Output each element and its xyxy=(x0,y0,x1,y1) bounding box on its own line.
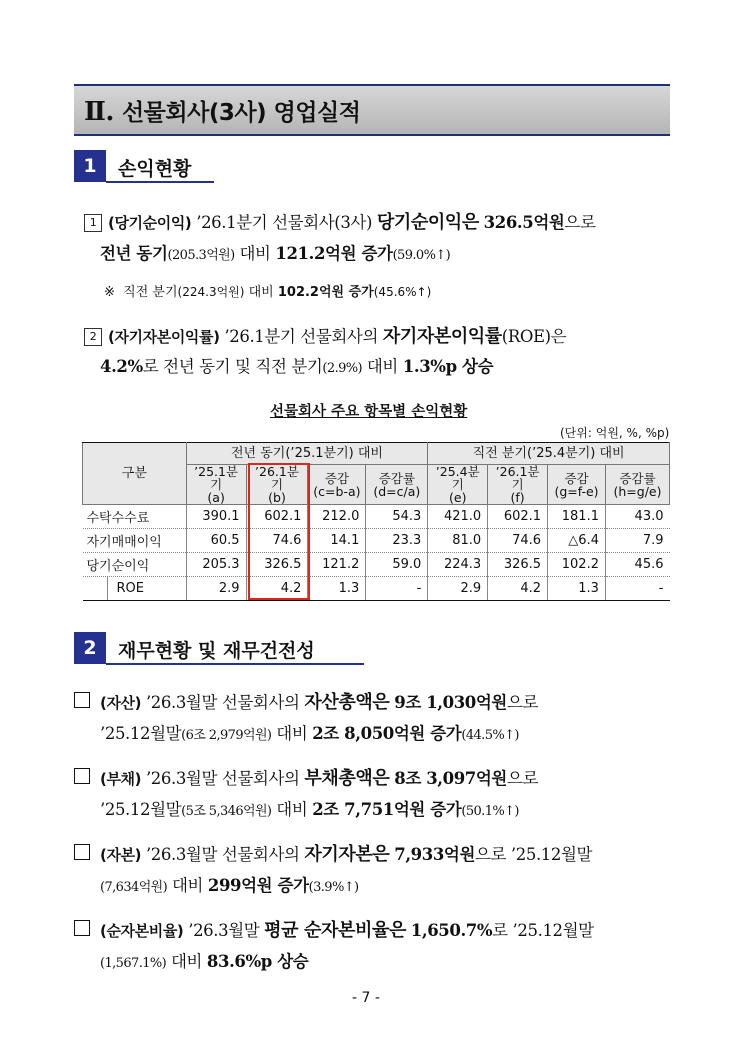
table-cell: 421.0 xyxy=(428,505,488,529)
table-group-qoq: 직전 분기(’25.4분기) 대비 xyxy=(428,443,670,465)
paragraph-assets-line1: (자산) ’26.3월말 선물회사의 자산총액은 9조 1,030억원으로 xyxy=(74,688,538,714)
table-cell: - xyxy=(605,577,669,601)
table-row xyxy=(83,529,670,553)
highlight-box xyxy=(248,463,310,600)
page-number: - 7 - xyxy=(352,990,380,1006)
table-col-header xyxy=(605,465,669,505)
col-header-formula: (e) xyxy=(449,490,467,505)
col-header-label: 증감률 xyxy=(378,470,415,486)
item-number-box: 1 xyxy=(84,214,102,232)
table-cell: 81.0 xyxy=(428,529,488,553)
table-cell: 326.5 xyxy=(488,553,548,577)
table-cell: 54.3 xyxy=(366,505,428,529)
paragraph-assets-line2: ’25.12월말(6조 2,979억원) 대비 2조 8,050억원 증가(44.5%↑) xyxy=(100,724,519,743)
table-cell: 2.9 xyxy=(186,577,246,601)
col-header-label: ’25.4분기 xyxy=(435,464,480,492)
table-cell: 205.3 xyxy=(186,553,246,577)
col-header-formula: (f) xyxy=(510,490,525,505)
col-header-label: 증감 xyxy=(564,470,589,486)
col-header-formula: (d=c/a) xyxy=(373,483,421,499)
col-header-formula: (c=b-a) xyxy=(313,483,361,499)
col-header-label: ’25.1분기 xyxy=(194,464,239,492)
section-header xyxy=(74,84,670,136)
paragraph-liabilities-line1: (부채) ’26.3월말 선물회사의 부채총액은 8조 3,097억원으로 xyxy=(74,764,538,790)
table-group-yoy: 전년 동기(’25.1분기) 대비 xyxy=(186,443,428,465)
table-cell: 74.6 xyxy=(246,529,308,553)
section-roman: Ⅱ. xyxy=(84,97,114,127)
paragraph-roe-line2: 4.2%로 전년 동기 및 직전 분기(2.9%) 대비 1.3%p 상승 xyxy=(100,357,494,376)
sub-header-title: 손익현황 xyxy=(118,158,192,180)
sub-header-underline xyxy=(106,663,364,665)
row-label: 당기순이익 xyxy=(83,553,187,577)
paragraph-net-income-line1: 1 (당기순이익) ’26.1분기 선물회사(3사) 당기순이익은 326.5억원으로 xyxy=(84,208,596,234)
table-cell: 23.3 xyxy=(366,529,428,553)
income-table xyxy=(82,442,670,601)
col-header-formula: (h=g/e) xyxy=(613,483,662,499)
sub-header-number: 2 xyxy=(74,632,106,664)
col-header-formula: (a) xyxy=(207,490,225,505)
sub-header-number: 1 xyxy=(74,150,106,182)
paragraph-ncr-line2: (1,567.1%) 대비 83.6%p 상승 xyxy=(100,952,309,971)
table-cell: 14.1 xyxy=(308,529,366,553)
table-cell: 60.5 xyxy=(186,529,246,553)
table-row xyxy=(83,553,670,577)
table-cell: 1.3 xyxy=(308,577,366,601)
table-cell: 121.2 xyxy=(308,553,366,577)
paragraph-ncr-line1: (순자본비율) ’26.3월말 평균 순자본비율은 1,650.7%로 ’25.12월말 xyxy=(74,916,594,942)
table-cell: △6.4 xyxy=(548,529,606,553)
sub-header-underline xyxy=(106,181,214,183)
table-row xyxy=(83,505,670,529)
col-header-label: ’26.1분기 xyxy=(255,464,299,492)
table-title: 선물회사 주요 항목별 손익현황 xyxy=(270,404,468,420)
section-title-text: 선물회사(3사) 영업실적 xyxy=(121,100,361,126)
item-number-box: 2 xyxy=(84,328,102,346)
table-cell: 4.2 xyxy=(246,577,308,601)
col-header-formula: (b) xyxy=(268,490,286,505)
note-prev-quarter: ※ 직전 분기(224.3억원) 대비 102.2억원 증가(45.6%↑) xyxy=(104,285,432,300)
table-col-header xyxy=(428,465,488,505)
table-cell: 45.6 xyxy=(605,553,669,577)
sub-header-title: 재무현황 및 재무건전성 xyxy=(118,640,315,662)
table-cell: 602.1 xyxy=(488,505,548,529)
table-cell: 74.6 xyxy=(488,529,548,553)
paragraph-equity-line1: (자본) ’26.3월말 선물회사의 자기자본은 7,933억원으로 ’25.12월말 xyxy=(74,840,592,866)
table-cell: 224.3 xyxy=(428,553,488,577)
table-cell: 43.0 xyxy=(605,505,669,529)
paragraph-liabilities-line2: ’25.12월말(5조 5,346억원) 대비 2조 7,751억원 증가(50.1%↑) xyxy=(100,800,519,819)
table-cell: 212.0 xyxy=(308,505,366,529)
checkbox-square-icon xyxy=(74,692,90,708)
table-cell: 2.9 xyxy=(428,577,488,601)
table-col-header xyxy=(548,465,606,505)
checkbox-square-icon xyxy=(74,768,90,784)
paragraph-roe-line1: 2 (자기자본이익률) ’26.1분기 선물회사의 자기자본이익률(ROE)은 xyxy=(84,322,566,348)
table-cell: 7.9 xyxy=(605,529,669,553)
section-title xyxy=(84,94,360,127)
col-header-label: ’26.1분기 xyxy=(495,464,540,492)
table-row xyxy=(83,577,670,601)
table-cell: 4.2 xyxy=(488,577,548,601)
table-col-header xyxy=(186,465,246,505)
col-header-label: 증감률 xyxy=(619,470,656,486)
table-col-header xyxy=(308,465,366,505)
row-label: 수탁수수료 xyxy=(83,505,187,529)
row-label: 자기매매이익 xyxy=(83,529,187,553)
table-cell: 1.3 xyxy=(548,577,606,601)
table-cell: 59.0 xyxy=(366,553,428,577)
table-cell: 602.1 xyxy=(246,505,308,529)
table-col-header xyxy=(366,465,428,505)
col-header-formula: (g=f-e) xyxy=(554,483,599,499)
checkbox-square-icon xyxy=(74,920,90,936)
paragraph-equity-line2: (7,634억원) 대비 299억원 증가(3.9%↑) xyxy=(100,876,359,895)
row-label: ROE xyxy=(83,577,187,601)
table-corner: 구분 xyxy=(83,443,187,505)
table-body xyxy=(83,505,670,601)
table-cell: 181.1 xyxy=(548,505,606,529)
table-cell: 390.1 xyxy=(186,505,246,529)
table-col-header xyxy=(488,465,548,505)
table-cell: 326.5 xyxy=(246,553,308,577)
checkbox-square-icon xyxy=(74,844,90,860)
table-cell: - xyxy=(366,577,428,601)
table-cell: 102.2 xyxy=(548,553,606,577)
paragraph-net-income-line2: 전년 동기(205.3억원) 대비 121.2억원 증가(59.0%↑) xyxy=(100,244,451,263)
col-header-label: 증감 xyxy=(324,470,349,486)
table-unit: (단위: 억원, %, %p) xyxy=(560,426,670,440)
